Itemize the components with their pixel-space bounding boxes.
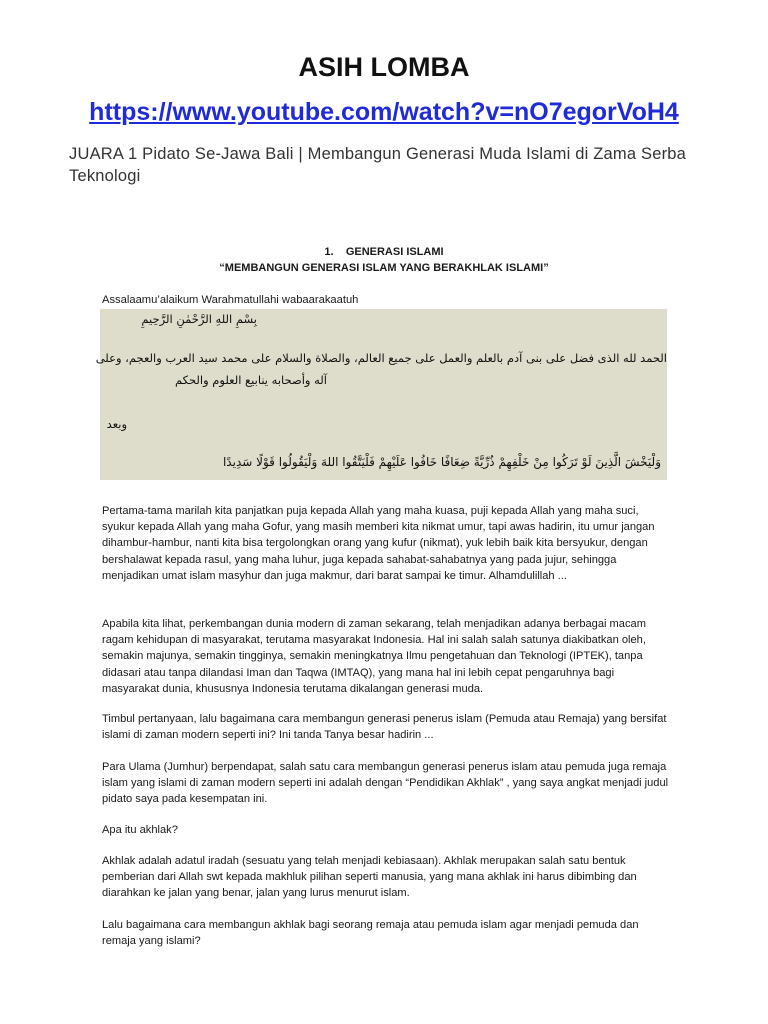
arabic-text-box <box>95 309 667 480</box>
greeting-text: Assalaamu’alaikum Warahmatullahi wabaarakaatuh <box>102 294 359 306</box>
paragraph: Pertama-tama marilah kita panjatkan puja kepada Allah yang maha kuasa, puji kepada Allah yang maha suci, syukur kepada Allah yang maha Gofur, yang masih memberi kita nikmat umur, tapi awas hadirin, itu umur jangan dihambur-hambur, nanti kita bisa tergolongkan orang yang kufur (nikmat), yuk lebih baik kita bersyukur, dengan bershalawat kepada rasul, yang maha luhur, juga kepada sahabat-sahabatnya yang pada jujur, sehingga menjadikan umat islam masyhur dan juga makmur, dari barat sampai ke timur. Alhamdulillah ... <box>102 505 655 582</box>
paragraph: Lalu bagaimana cara membangun akhlak bagi seorang remaja atau pemuda islam agar menjadi pemuda dan remaja yang islami? <box>102 919 639 948</box>
video-title: JUARA 1 Pidato Se-Jawa Bali | Membangun Generasi Muda Islami di Zama Serba Teknologi <box>69 145 687 185</box>
section-heading-title: GENERASI ISLAMI <box>345 246 444 258</box>
arabic-wabadu: وبعد <box>106 417 127 431</box>
paragraph: Timbul pertanyaan, lalu bagaimana cara membangun generasi penerus islam (Pemuda atau Remaja) yang bersifat islami di zaman modern seperti ini? Ini tanda Tanya besar hadirin ... <box>102 713 667 742</box>
arabic-basmalah: بِسْمِ اللهِ الرَّحْمٰنِ الرَّحِيمِ <box>141 312 257 326</box>
section-heading <box>0 246 768 258</box>
arabic-verse: وَلْيَخْشَ الَّذِينَ لَوْ تَرَكُوا مِنْ خَلْفِهِمْ ذُرِّيَّةً ضِعَافًا خَافُوا عَلَيْهِمْ فَلْيَتَّقُوا اللهَ وَلْيَقُولُوا قَوْلًا سَدِيدًا <box>222 455 661 469</box>
document-title: ASIH LOMBA <box>298 52 470 82</box>
section-heading-number: 1. <box>324 246 334 258</box>
paragraph: Akhlak adalah adatul iradah (sesuatu yang telah menjadi kebiasaan). Akhlak merupakan salah satu bentuk pemberian dari Allah swt kepada makhluk pilihan seperti manusia, yang mana akhlak ini harus dibimbing dan diarahkan ke jalan yang benar, jalan yang lurus menurut islam. <box>102 855 637 900</box>
paragraph: Para Ulama (Jumhur) berpendapat, salah satu cara membangun generasi penerus islam atau pemuda juga remaja islam yang islami di zaman modern seperti ini adalah dengan “Pendidikan Akhlak” , yang saya angkat menjadi judul pidato saya pada kesempatan ini. <box>102 761 669 806</box>
section-subheading: “MEMBANGUN GENERASI ISLAM YANG BERAKHLAK ISLAMI” <box>219 262 549 274</box>
paragraph: Apabila kita lihat, perkembangan dunia modern di zaman sekarang, telah menjadikan adanya berbagai macam ragam kehidupan di masyarakat, terutama masyarakat Indonesia. Hal ini salah salah satunya diakibatkan oleh, semakin majunya, semakin tingginya, semakin meningkatnya Ilmu pengetahuan dan Teknologi (IPTEK), tanpa didasari atau tanpa dilandasi Iman dan Taqwa (IMTAQ), yang mana hal ini lebih cepat pengaruhnya bagi masyarakat dunia, khususnya Indonesia terutama dikalangan generasi muda. <box>102 618 646 695</box>
youtube-link[interactable]: https://www.youtube.com/watch?v=nO7egorVoH4 <box>89 98 679 126</box>
arabic-line: آله وأصحابه ينابيع العلوم والحكم <box>174 373 327 387</box>
arabic-line: الحمد لله الذى فضل على بنى آدم بالعلم والعمل على جميع العالم، والصلاة والسلام على محمد سيد العرب والعجم، وعلى <box>95 351 667 365</box>
paragraph: Apa itu akhlak? <box>102 824 178 836</box>
